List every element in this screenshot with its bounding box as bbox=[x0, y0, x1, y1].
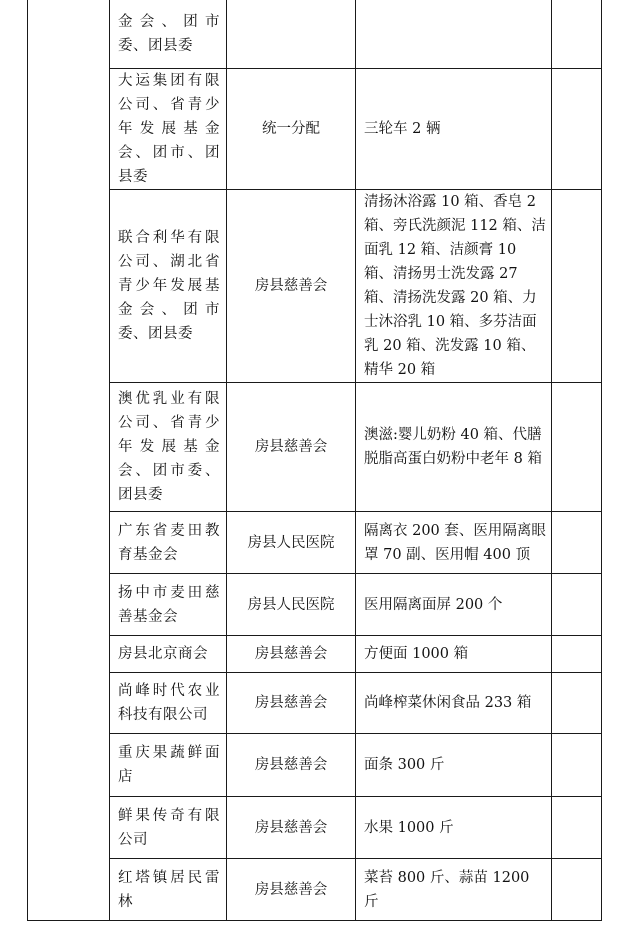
note-cell bbox=[552, 512, 602, 574]
note-cell bbox=[552, 0, 602, 69]
items-cell: 尚峰榨菜休闲食品 233 箱 bbox=[356, 673, 552, 734]
donor-cell bbox=[110, 636, 227, 673]
items-cell: 隔离衣 200 套、医用隔离眼罩 70 副、医用帽 400 顶 bbox=[356, 512, 552, 574]
note-cell bbox=[552, 797, 602, 859]
donor-cell bbox=[110, 190, 227, 383]
note-cell bbox=[552, 69, 602, 190]
recipient-cell: 房县慈善会 bbox=[227, 797, 356, 859]
donor-cell bbox=[110, 383, 227, 512]
index-column-cell bbox=[28, 0, 110, 921]
table-row bbox=[28, 383, 602, 512]
items-cell: 菜苔 800 斤、蒜苗 1200 斤 bbox=[356, 859, 552, 921]
donation-table bbox=[27, 0, 602, 921]
donor-text: 红塔镇居民雷林 bbox=[118, 869, 220, 910]
table-row bbox=[28, 673, 602, 734]
recipient-cell bbox=[227, 0, 356, 69]
donor-text: 联合利华有限公司、湖北省青少年发展基金会、团市委、团县委 bbox=[118, 230, 220, 342]
donor-text: 尚峰时代农业科技有限公司 bbox=[118, 683, 220, 723]
recipient-cell: 房县慈善会 bbox=[227, 636, 356, 673]
table-row bbox=[28, 190, 602, 383]
donor-cell bbox=[110, 673, 227, 734]
items-cell: 水果 1000 斤 bbox=[356, 797, 552, 859]
items-cell bbox=[356, 0, 552, 69]
table-row bbox=[28, 859, 602, 921]
note-cell bbox=[552, 383, 602, 512]
donor-text: 金会、团市委、团县委 bbox=[118, 14, 220, 54]
items-cell: 方便面 1000 箱 bbox=[356, 636, 552, 673]
note-cell bbox=[552, 574, 602, 636]
donor-text: 广东省麦田教育基金会 bbox=[118, 522, 220, 563]
note-cell bbox=[552, 859, 602, 921]
recipient-cell: 房县慈善会 bbox=[227, 859, 356, 921]
donor-cell bbox=[110, 734, 227, 797]
items-cell: 面条 300 斤 bbox=[356, 734, 552, 797]
items-cell: 三轮车 2 辆 bbox=[356, 69, 552, 190]
table-row bbox=[28, 574, 602, 636]
note-cell bbox=[552, 734, 602, 797]
table-row bbox=[28, 69, 602, 190]
donor-cell bbox=[110, 69, 227, 190]
donor-cell bbox=[110, 574, 227, 636]
donor-text: 大运集团有限公司、省青少年发展基金会、团市、团县委 bbox=[118, 73, 220, 185]
table-row bbox=[28, 636, 602, 673]
items-cell: 医用隔离面屏 200 个 bbox=[356, 574, 552, 636]
items-cell: 清扬沐浴露 10 箱、香皂 2 箱、旁氏洗颜泥 112 箱、洁面乳 12 箱、洁颜膏 10 箱、清扬男士洗发露 27 箱、清扬洗发露 20 箱、力士沐浴乳 10 箱、多芬洁面乳 20 箱、洗发露 10 箱、精华 20 箱 bbox=[356, 190, 552, 383]
table-row bbox=[28, 797, 602, 859]
donor-text: 房县北京商会 bbox=[118, 646, 208, 662]
table-row bbox=[28, 0, 602, 69]
donor-text: 鲜果传奇有限公司 bbox=[118, 807, 220, 848]
recipient-cell: 房县慈善会 bbox=[227, 734, 356, 797]
donor-cell bbox=[110, 859, 227, 921]
recipient-cell: 房县慈善会 bbox=[227, 383, 356, 512]
donor-cell bbox=[110, 0, 227, 69]
donor-text: 重庆果蔬鲜面店 bbox=[118, 745, 220, 785]
note-cell bbox=[552, 190, 602, 383]
recipient-cell: 房县慈善会 bbox=[227, 190, 356, 383]
donor-text: 扬中市麦田慈善基金会 bbox=[118, 584, 220, 625]
table-row bbox=[28, 734, 602, 797]
note-cell bbox=[552, 636, 602, 673]
table-row bbox=[28, 512, 602, 574]
recipient-cell: 房县人民医院 bbox=[227, 574, 356, 636]
recipient-cell: 统一分配 bbox=[227, 69, 356, 190]
donor-cell bbox=[110, 797, 227, 859]
donor-text: 澳优乳业有限公司、省青少年发展基金会、团市委、团县委 bbox=[118, 391, 220, 503]
recipient-cell: 房县人民医院 bbox=[227, 512, 356, 574]
items-cell: 澳滋:婴儿奶粉 40 箱、代膳脱脂高蛋白奶粉中老年 8 箱 bbox=[356, 383, 552, 512]
recipient-cell: 房县慈善会 bbox=[227, 673, 356, 734]
donor-cell bbox=[110, 512, 227, 574]
note-cell bbox=[552, 673, 602, 734]
